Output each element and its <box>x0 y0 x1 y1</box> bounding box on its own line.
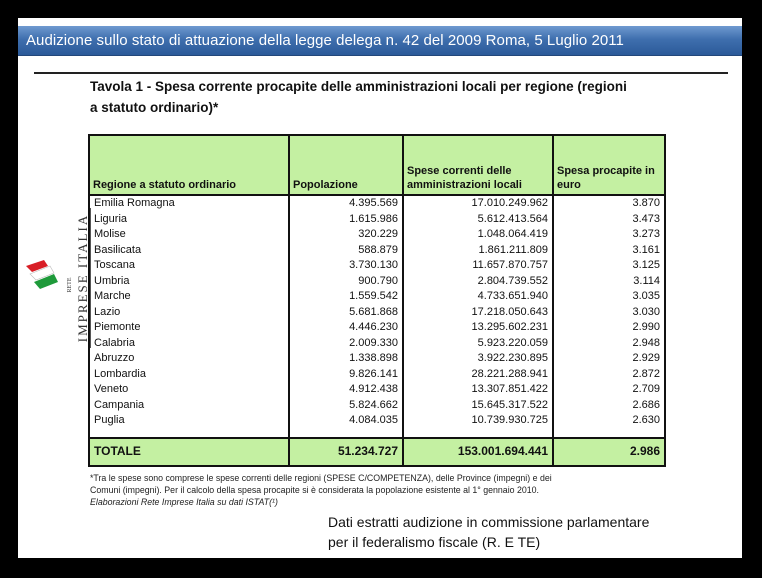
footnote <box>90 472 730 508</box>
table-row <box>89 367 665 383</box>
per-capita-cell: 3.161 <box>553 243 665 259</box>
population-cell: 4.912.438 <box>289 382 403 398</box>
table-total-row <box>89 438 665 466</box>
region-cell: Emilia Romagna <box>89 195 289 212</box>
per-capita-cell: 2.630 <box>553 413 665 429</box>
rete-imprese-italia-logo-icon <box>24 256 60 294</box>
table-row <box>89 243 665 259</box>
table-row <box>89 336 665 352</box>
header-current-spending: Spese correnti delle amministrazioni locali <box>403 135 553 195</box>
per-capita-cell: 2.872 <box>553 367 665 383</box>
table-row <box>89 227 665 243</box>
population-cell: 4.446.230 <box>289 320 403 336</box>
population-cell: 5.681.868 <box>289 305 403 321</box>
per-capita-cell: 2.948 <box>553 336 665 352</box>
logo-small-text: RETE <box>67 277 73 293</box>
spending-cell: 5.923.220.059 <box>403 336 553 352</box>
per-capita-cell: 3.114 <box>553 274 665 290</box>
spending-cell: 15.645.317.522 <box>403 398 553 414</box>
region-cell: Abruzzo <box>89 351 289 367</box>
region-cell: Toscana <box>89 258 289 274</box>
table-title-line2: a statuto ordinario)* <box>90 100 219 115</box>
table-row <box>89 320 665 336</box>
table-row <box>89 382 665 398</box>
slide <box>18 18 742 558</box>
header-per-capita: Spesa procapite in euro <box>553 135 665 195</box>
title-bar <box>18 26 742 56</box>
population-cell: 2.009.330 <box>289 336 403 352</box>
population-cell: 588.879 <box>289 243 403 259</box>
total-spending: 153.001.694.441 <box>403 438 553 466</box>
per-capita-cell: 3.273 <box>553 227 665 243</box>
spacer-cell <box>553 429 665 438</box>
region-cell: Basilicata <box>89 243 289 259</box>
header-region: Regione a statuto ordinario <box>89 135 289 195</box>
spending-cell: 1.861.211.809 <box>403 243 553 259</box>
per-capita-cell: 3.870 <box>553 195 665 212</box>
table-row <box>89 195 665 212</box>
source-note-line2: per il federalismo fiscale (R. E TE) <box>328 534 541 550</box>
source-note-line1: Dati estratti audizione in commissione parlamentare <box>328 514 650 530</box>
table-row <box>89 351 665 367</box>
region-cell: Marche <box>89 289 289 305</box>
population-cell: 4.084.035 <box>289 413 403 429</box>
table-row <box>89 413 665 429</box>
region-cell: Calabria <box>89 336 289 352</box>
table-row <box>89 274 665 290</box>
spacer-cell <box>89 429 289 438</box>
region-cell: Lazio <box>89 305 289 321</box>
spending-cell: 2.804.739.552 <box>403 274 553 290</box>
spending-cell: 11.657.870.757 <box>403 258 553 274</box>
population-cell: 1.338.898 <box>289 351 403 367</box>
per-capita-cell: 3.030 <box>553 305 665 321</box>
spending-cell: 10.739.930.725 <box>403 413 553 429</box>
table-row <box>89 289 665 305</box>
per-capita-cell: 3.035 <box>553 289 665 305</box>
spending-cell: 13.307.851.422 <box>403 382 553 398</box>
population-cell: 900.790 <box>289 274 403 290</box>
region-cell: Liguria <box>89 212 289 228</box>
population-cell: 4.395.569 <box>289 195 403 212</box>
header-population: Popolazione <box>289 135 403 195</box>
per-capita-cell: 3.125 <box>553 258 665 274</box>
spending-cell: 17.218.050.643 <box>403 305 553 321</box>
population-cell: 320.229 <box>289 227 403 243</box>
region-cell: Piemonte <box>89 320 289 336</box>
per-capita-cell: 2.990 <box>553 320 665 336</box>
total-per-capita: 2.986 <box>553 438 665 466</box>
population-cell: 5.824.662 <box>289 398 403 414</box>
spacer-cell <box>403 429 553 438</box>
footnote-line2: Comuni (impegni). Per il calcolo della spesa procapite si è considerata la popolazione esistente al 1° gennaio 2010. <box>90 485 540 495</box>
region-cell: Lombardia <box>89 367 289 383</box>
spending-cell: 4.733.651.940 <box>403 289 553 305</box>
spending-cell: 17.010.249.962 <box>403 195 553 212</box>
per-capita-cell: 2.929 <box>553 351 665 367</box>
spending-cell: 3.922.230.895 <box>403 351 553 367</box>
population-cell: 9.826.141 <box>289 367 403 383</box>
footnote-line3: Elaborazioni Rete Imprese Italia su dati ISTAT(¹) <box>90 497 278 507</box>
per-capita-cell: 3.473 <box>553 212 665 228</box>
source-note <box>328 512 738 552</box>
data-table <box>88 134 666 467</box>
spending-cell: 1.048.064.419 <box>403 227 553 243</box>
per-capita-cell: 2.686 <box>553 398 665 414</box>
spending-cell: 13.295.602.231 <box>403 320 553 336</box>
document-top-rule <box>34 72 728 74</box>
table-row <box>89 305 665 321</box>
spending-cell: 5.612.413.564 <box>403 212 553 228</box>
spacer-cell <box>289 429 403 438</box>
population-cell: 3.730.130 <box>289 258 403 274</box>
table-spacer-row <box>89 429 665 438</box>
region-cell: Campania <box>89 398 289 414</box>
table-title <box>90 76 730 118</box>
table-header-row <box>89 135 665 195</box>
region-cell: Veneto <box>89 382 289 398</box>
population-cell: 1.559.542 <box>289 289 403 305</box>
region-cell: Molise <box>89 227 289 243</box>
table-row <box>89 258 665 274</box>
table-row <box>89 212 665 228</box>
spending-cell: 28.221.288.941 <box>403 367 553 383</box>
footnote-line1: *Tra le spese sono comprese le spese correnti delle regioni (SPESE C/COMPETENZA), delle Province (impegni) e dei <box>90 473 552 483</box>
total-population: 51.234.727 <box>289 438 403 466</box>
region-cell: Umbria <box>89 274 289 290</box>
logo-vertical-text: IMPRESE ITALIA <box>75 213 90 343</box>
table-row <box>89 398 665 414</box>
region-cell: Puglia <box>89 413 289 429</box>
table-title-line1: Tavola 1 - Spesa corrente procapite delle amministrazioni locali per regione (regioni <box>90 79 627 94</box>
total-label: TOTALE <box>89 438 289 466</box>
slide-title: Audizione sullo stato di attuazione della legge delega n. 42 del 2009 Roma, 5 Luglio 2011 <box>26 32 624 49</box>
per-capita-cell: 2.709 <box>553 382 665 398</box>
population-cell: 1.615.986 <box>289 212 403 228</box>
